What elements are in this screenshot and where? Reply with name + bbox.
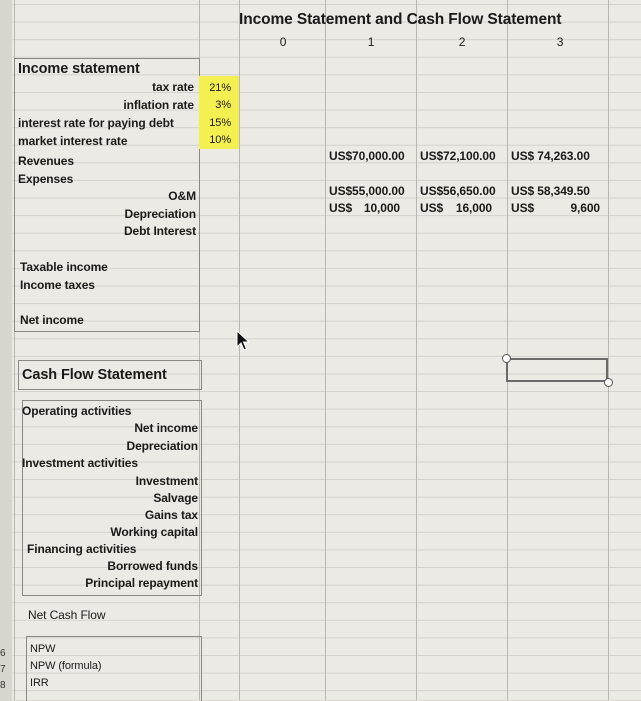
working-capital-label[interactable]: Working capital xyxy=(110,525,198,539)
selection-handle-icon[interactable] xyxy=(502,354,511,363)
inflation-rate-value[interactable]: 3% xyxy=(215,99,231,111)
depreciation-year-3-currency[interactable]: US$ xyxy=(511,201,535,215)
selection-handle-icon[interactable] xyxy=(604,378,613,387)
npw-formula-label[interactable]: NPW (formula) xyxy=(30,660,102,672)
om-year-2[interactable]: US$56,650.00 xyxy=(420,184,496,198)
income-taxes-label[interactable]: Income taxes xyxy=(20,278,95,292)
param-label-inflation-rate[interactable]: inflation rate xyxy=(123,98,194,112)
param-label-debt-interest-rate[interactable]: interest rate for paying debt xyxy=(18,116,174,130)
cash-flow-heading[interactable]: Cash Flow Statement xyxy=(22,367,167,383)
gains-tax-label[interactable]: Gains tax xyxy=(144,508,198,522)
row-number[interactable]: 6 xyxy=(0,648,6,659)
tax-rate-value[interactable]: 21% xyxy=(209,82,231,94)
cf-net-income-label[interactable]: Net income xyxy=(134,421,198,435)
net-cash-flow-label[interactable]: Net Cash Flow xyxy=(28,608,106,622)
debt-interest-label[interactable]: Debt Interest xyxy=(123,224,196,238)
financing-activities-label[interactable]: Financing activities xyxy=(27,542,137,556)
revenue-year-1[interactable]: US$70,000.00 xyxy=(329,149,405,163)
om-year-1[interactable]: US$55,000.00 xyxy=(329,184,405,198)
principal-repayment-label[interactable]: Principal repayment xyxy=(85,576,198,590)
om-year-3[interactable]: US$ 58,349.50 xyxy=(511,184,590,198)
taxable-income-label[interactable]: Taxable income xyxy=(20,260,108,274)
revenues-label[interactable]: Revenues xyxy=(18,154,74,168)
debt-interest-rate-value[interactable]: 15% xyxy=(209,117,231,129)
sheet-title[interactable]: Income Statement and Cash Flow Statement xyxy=(239,11,562,28)
year-header-1[interactable]: 1 xyxy=(367,35,375,49)
depreciation-year-3-amount[interactable]: 9,600 xyxy=(570,201,600,215)
market-interest-rate-value[interactable]: 10% xyxy=(209,134,231,146)
salvage-label[interactable]: Salvage xyxy=(153,491,198,505)
year-header-0[interactable]: 0 xyxy=(279,35,287,49)
depreciation-year-1-amount[interactable]: 10,000 xyxy=(363,201,400,215)
borrowed-funds-label[interactable]: Borrowed funds xyxy=(107,559,198,573)
depreciation-year-2-currency[interactable]: US$ xyxy=(420,201,444,215)
cf-depreciation-label[interactable]: Depreciation xyxy=(126,439,198,453)
revenue-year-2[interactable]: US$72,100.00 xyxy=(420,149,496,163)
depreciation-label[interactable]: Depreciation xyxy=(124,207,196,221)
operating-activities-label[interactable]: Operating activities xyxy=(22,404,132,418)
npw-label[interactable]: NPW xyxy=(30,643,56,655)
year-header-2[interactable]: 2 xyxy=(458,35,466,49)
param-label-tax-rate[interactable]: tax rate xyxy=(152,80,194,94)
row-number[interactable]: 7 xyxy=(0,664,6,675)
om-label[interactable]: O&M xyxy=(168,189,196,203)
net-income-label[interactable]: Net income xyxy=(20,313,84,327)
expenses-label[interactable]: Expenses xyxy=(18,172,74,186)
investment-label[interactable]: Investment xyxy=(135,474,198,488)
investment-activities-label[interactable]: Investment activities xyxy=(22,456,138,470)
row-number[interactable]: 8 xyxy=(0,680,6,691)
irr-label[interactable]: IRR xyxy=(30,677,49,689)
selected-cell[interactable] xyxy=(506,358,608,382)
param-label-market-interest-rate[interactable]: market interest rate xyxy=(18,134,128,148)
revenue-year-3[interactable]: US$ 74,263.00 xyxy=(511,149,590,163)
depreciation-year-1-currency[interactable]: US$ xyxy=(329,201,353,215)
income-statement-heading[interactable]: Income statement xyxy=(18,61,140,77)
depreciation-year-2-amount[interactable]: 16,000 xyxy=(455,201,492,215)
mouse-pointer-icon xyxy=(236,330,252,352)
year-header-3[interactable]: 3 xyxy=(556,35,564,49)
